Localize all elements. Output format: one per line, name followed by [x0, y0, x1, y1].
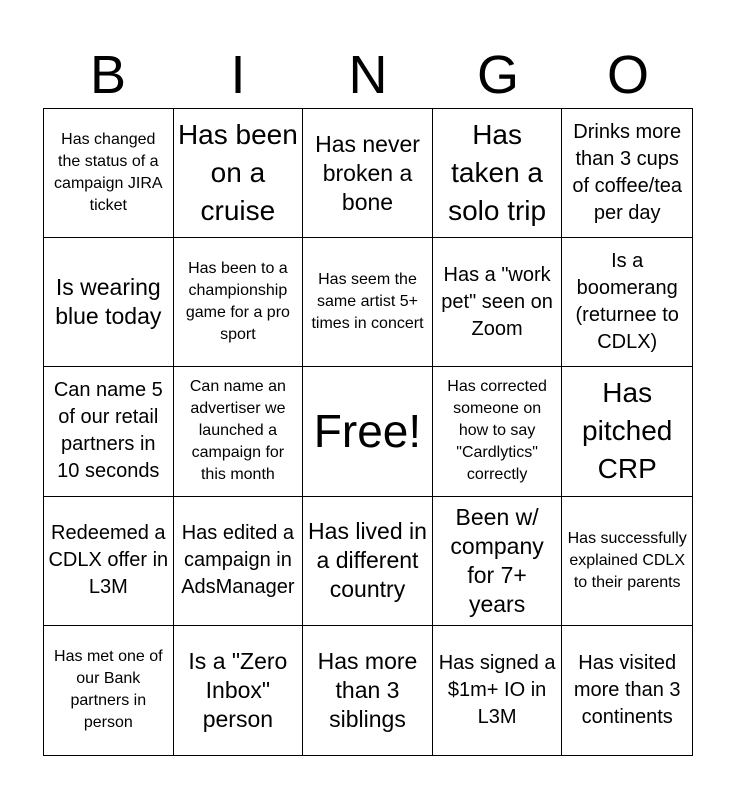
header-letter-i: I	[230, 45, 246, 105]
bingo-cell-text: Has never broken a bone	[315, 130, 420, 215]
bingo-cell-text: Is wearing blue today	[55, 274, 162, 330]
bingo-cell-r5-c4[interactable]	[433, 626, 563, 755]
bingo-cell-text: Has lived in a different country	[308, 518, 427, 603]
bingo-cell-r2-c1[interactable]	[44, 238, 174, 367]
bingo-cell-r3-c1[interactable]	[44, 367, 174, 496]
bingo-cell-text: Redeemed a CDLX offer in L3M	[48, 522, 169, 599]
bingo-cell-text: Is a "Zero Inbox" person	[188, 647, 288, 732]
bingo-cell-r5-c1[interactable]	[44, 626, 174, 755]
bingo-cell-text: Has been to a championship game for a pro sport	[185, 260, 290, 344]
bingo-cell-text: Has seem the same artist 5+ times in concert	[311, 271, 424, 333]
bingo-cell-r5-c2[interactable]	[174, 626, 304, 755]
bingo-cell-r1-c5[interactable]	[562, 109, 692, 238]
bingo-cell-r3-c4[interactable]	[433, 367, 563, 496]
bingo-cell-r1-c3[interactable]	[303, 109, 433, 238]
bingo-cell-text: Has taken a solo trip	[448, 119, 547, 227]
bingo-header	[43, 40, 693, 110]
bingo-cell-r5-c5[interactable]	[562, 626, 692, 755]
header-letter-b: B	[89, 45, 127, 105]
bingo-cell-r4-c4[interactable]	[433, 497, 563, 626]
bingo-cell-text: Has more than 3 siblings	[317, 647, 418, 732]
bingo-card-grid	[43, 108, 693, 756]
bingo-cell-text: Is a boomerang (returnee to CDLX)	[575, 250, 679, 354]
header-letter-n: N	[348, 45, 388, 105]
bingo-cell-r5-c3[interactable]	[303, 626, 433, 755]
bingo-cell-text: Has changed the status of a campaign JIRA ticket	[54, 131, 163, 215]
bingo-cell-text: Been w/ company for 7+ years	[450, 503, 544, 617]
bingo-cell-r4-c5[interactable]	[562, 497, 692, 626]
bingo-cell-r1-c1[interactable]	[44, 109, 174, 238]
bingo-cell-text: Drinks more than 3 cups of coffee/tea per day	[572, 121, 683, 225]
bingo-cell-text: Can name an advertiser we launched a campaign for this month	[189, 378, 286, 484]
bingo-cell-r4-c1[interactable]	[44, 497, 174, 626]
bingo-cell-r3-c2[interactable]	[174, 367, 304, 496]
bingo-cell-r2-c4[interactable]	[433, 238, 563, 367]
bingo-cell-r2-c3[interactable]	[303, 238, 433, 367]
header-letter-o: O	[606, 45, 649, 105]
bingo-cell-r1-c4[interactable]	[433, 109, 563, 238]
bingo-cell-r2-c2[interactable]	[174, 238, 304, 367]
bingo-cell-r4-c3[interactable]	[303, 497, 433, 626]
bingo-cell-text: Has successfully explained CDLX to their parents	[567, 529, 687, 591]
bingo-cell-text: Has corrected someone on how to say "Cardlytics" correctly	[447, 378, 547, 484]
bingo-cell-text: Has edited a campaign in AdsManager	[181, 522, 295, 599]
header-letter-g: G	[476, 45, 519, 105]
bingo-cell-free[interactable]	[303, 367, 433, 496]
bingo-cell-text: Has a "work pet" seen on Zoom	[441, 263, 553, 340]
bingo-cell-text: Has signed a $1m+ IO in L3M	[438, 651, 556, 728]
bingo-cell-text: Can name 5 of our retail partners in 10 seconds	[53, 379, 163, 483]
bingo-cell-text: Free!	[313, 405, 422, 458]
bingo-cell-text: Has pitched CRP	[582, 377, 673, 485]
bingo-cell-r1-c2[interactable]	[174, 109, 304, 238]
bingo-cell-r3-c5[interactable]	[562, 367, 692, 496]
bingo-cell-text: Has visited more than 3 continents	[573, 651, 681, 728]
bingo-cell-r2-c5[interactable]	[562, 238, 692, 367]
bingo-cell-text: Has been on a cruise	[177, 119, 298, 227]
bingo-cell-text: Has met one of our Bank partners in person	[54, 648, 163, 732]
bingo-cell-r4-c2[interactable]	[174, 497, 304, 626]
